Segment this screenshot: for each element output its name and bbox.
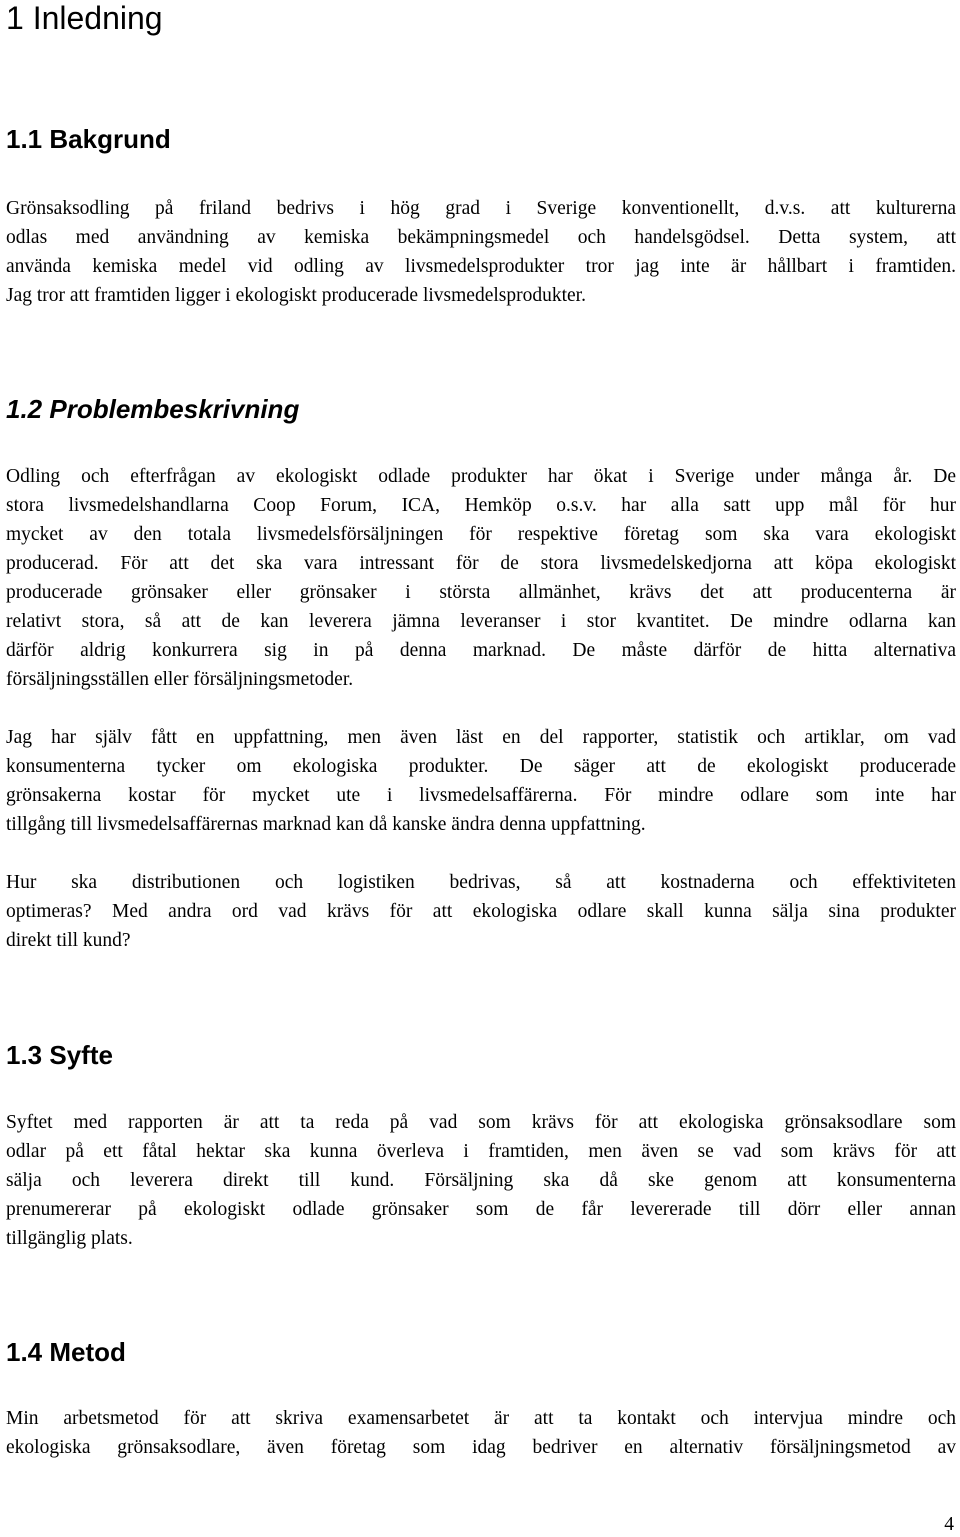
page-number: 4 xyxy=(944,1514,954,1535)
text-line: mycket av den totala livsmedelsförsäljningen för respektive företag som ska vara ekologiskt xyxy=(6,524,956,545)
paragraph-problembeskrivning-1 xyxy=(6,462,956,694)
paragraph-problembeskrivning-2 xyxy=(6,723,956,839)
text-line: Syftet med rapporten är att ta reda på vad som krävs för att ekologiska grönsaksodlare som xyxy=(6,1112,956,1133)
text-line: direkt till kund? xyxy=(6,930,131,951)
text-line: relativt stora, så att de kan leverera jämna leveranser i stor kvantitet. De mindre odlarna kan xyxy=(6,611,956,632)
text-line: producerad. För att det ska vara intressant för de stora livsmedelskedjorna att köpa ekologiskt xyxy=(6,553,956,574)
text-line: ekologiska grönsaksodlare, även företag som idag bedriver en alternativ försäljningsmetod av xyxy=(6,1437,956,1458)
text-line: Odling och efterfrågan av ekologiskt odlade produkter har ökat i Sverige under många år. De xyxy=(6,466,956,487)
text-line: producerade grönsaker eller grönsaker i största allmänhet, krävs det att producenterna är xyxy=(6,582,956,603)
paragraph-metod xyxy=(6,1404,956,1462)
paragraph-bakgrund xyxy=(6,194,956,310)
text-line: tillgång till livsmedelsaffärernas marknad kan då kanske ändra denna uppfattning. xyxy=(6,814,646,835)
text-line: därför aldrig konkurrera sig in på denna marknad. De måste därför de hitta alternativa xyxy=(6,640,956,661)
chapter-heading: 1 Inledning xyxy=(6,0,163,36)
text-line: odlar på ett fåtal hektar ska kunna överleva i framtiden, men även se vad som krävs för att xyxy=(6,1141,956,1162)
text-line: sälja och leverera direkt till kund. Försäljning ska då ske genom att konsumenterna xyxy=(6,1170,956,1191)
text-line: prenumererar på ekologiskt odlade grönsaker som de får levererade till dörr eller annan xyxy=(6,1199,956,1220)
text-line: grönsakerna kostar för mycket ute i livsmedelsaffärerna. För mindre odlare som inte har xyxy=(6,785,956,806)
text-line: tillgänglig plats. xyxy=(6,1228,133,1249)
text-line: använda kemiska medel vid odling av livsmedelsprodukter tror jag inte är hållbart i framtiden. xyxy=(6,256,956,277)
section-heading-bakgrund: 1.1 Bakgrund xyxy=(6,124,171,154)
text-line: Jag har själv fått en uppfattning, men även läst en del rapporter, statistik och artiklar, om vad xyxy=(6,727,956,748)
text-line: Hur ska distributionen och logistiken bedrivas, så att kostnaderna och effektiviteten xyxy=(6,872,956,893)
text-line: konsumenterna tycker om ekologiska produkter. De säger att de ekologiskt producerade xyxy=(6,756,956,777)
text-line: försäljningsställen eller försäljningsmetoder. xyxy=(6,669,354,690)
section-heading-metod: 1.4 Metod xyxy=(6,1337,126,1367)
section-heading-problembeskrivning: 1.2 Problembeskrivning xyxy=(6,394,300,424)
text-line: odlas med användning av kemiska bekämpningsmedel och handelsgödsel. Detta system, att xyxy=(6,227,956,248)
paragraph-syfte xyxy=(6,1108,956,1253)
text-line: Min arbetsmetod för att skriva examensarbetet är att ta kontakt och intervjua mindre och xyxy=(6,1408,956,1429)
text-line: stora livsmedelshandlarna Coop Forum, ICA, Hemköp o.s.v. har alla satt upp mål för hur xyxy=(6,495,956,516)
paragraph-problembeskrivning-3 xyxy=(6,868,956,955)
text-line: optimeras? Med andra ord vad krävs för att ekologiska odlare skall kunna sälja sina produkter xyxy=(6,901,956,922)
section-heading-syfte: 1.3 Syfte xyxy=(6,1040,113,1070)
text-line: Grönsaksodling på friland bedrivs i hög grad i Sverige konventionellt, d.v.s. att kulturerna xyxy=(6,198,956,219)
text-line: Jag tror att framtiden ligger i ekologiskt producerade livsmedelsprodukter. xyxy=(6,285,586,306)
